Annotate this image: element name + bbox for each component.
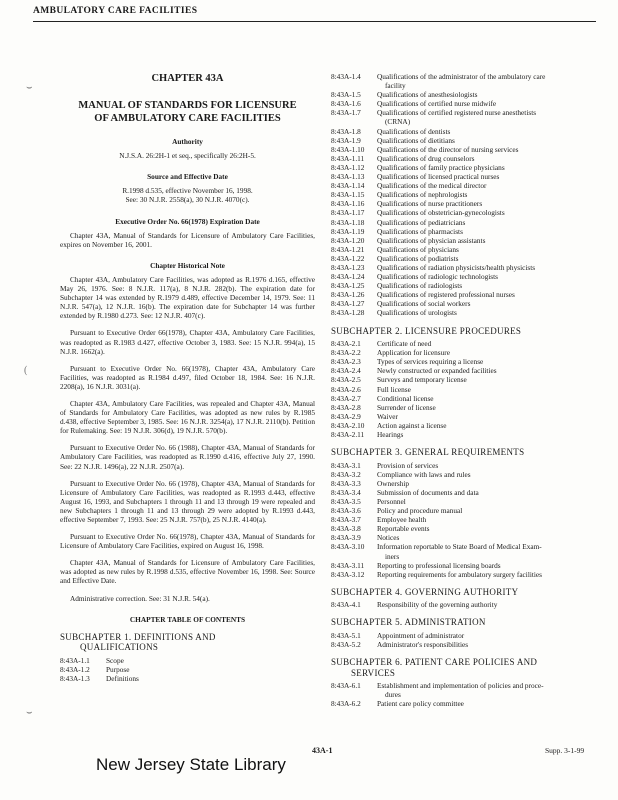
toc-section-title (377, 533, 593, 542)
history-paragraph: Chapter 43A, Ambulatory Care Facilities, was adopted as R.1976 d.165, effective May 26, 1976. See: 8 N.J.R. 117(a), 8 N.J.R. 282(b). The expiration date for Subchapter 14 was extended by R.1979 d.489, effective December 14, 1979. See: 11 N.J.R. 547(a), 12 N.J.R. 16(b). The expiration date for Subchapter 14 was further extended by R.1980 d.273. See: 12 N.J.R. 407(c). (60, 274, 315, 321)
toc-section-number: 8:43A-1.23 (331, 262, 365, 272)
history-paragraph: Pursuant to Executive Order 66(1978), Chapter 43A, Ambulatory Care Facilities, was readopted as R.1983 d.427, effective October 3, 1983. See: 15 N.J.R. 994(a), 15 N.J.R. 1662(a). (60, 328, 315, 356)
subchapter-1-title-line2: QUALIFICATIONS (80, 642, 159, 653)
left-column (60, 72, 315, 683)
toc-section-number: 8:43A-6.2 (331, 699, 361, 709)
toc-section-number: 8:43A-1.19 (331, 226, 365, 236)
margin-mark-icon: ⌣ (26, 82, 33, 93)
toc-section-title-text: Types of services requiring a license (377, 357, 484, 367)
toc-section-title (377, 99, 593, 108)
toc-section-title (377, 190, 593, 199)
toc-entry (331, 561, 593, 570)
toc-section-title (377, 412, 593, 421)
toc-section-number: 8:43A-1.9 (331, 135, 361, 145)
toc-entry (60, 674, 315, 683)
library-stamp: New Jersey State Library (96, 755, 286, 774)
toc-section-title-text: Notices (377, 533, 400, 543)
toc-section-title-text: Action against a license (377, 420, 447, 430)
toc-section-title-text: Reporting requirements for ambulatory surgery facilities (377, 569, 543, 579)
toc-section-title-text: Qualifications of certified nurse midwife (377, 99, 497, 109)
toc-entry (331, 357, 593, 366)
toc-entry (331, 403, 593, 412)
toc-entry (331, 470, 593, 479)
toc-section-title (377, 339, 593, 348)
toc-section-title-text: Qualifications of dietitians (377, 135, 455, 145)
toc-entry (60, 665, 315, 674)
toc-section-number: 8:43A-3.2 (331, 469, 361, 479)
toc-entry (331, 681, 593, 699)
toc-section-title (377, 561, 593, 570)
toc-section-title (377, 199, 593, 208)
toc-entry (331, 163, 593, 172)
toc-section-number: 8:43A-3.6 (331, 506, 361, 516)
toc-section-number: 8:43A-3.4 (331, 487, 361, 497)
toc-section-number: 8:43A-5.2 (331, 639, 361, 649)
toc-section-title-text: Qualifications of physicians (377, 244, 459, 254)
subchapter-5-title: SUBCHAPTER 5. ADMINISTRATION (331, 617, 486, 628)
toc-section-number: 8:43A-1.22 (331, 253, 365, 263)
toc-section-title (377, 375, 593, 384)
toc-section-number: 8:43A-1.14 (331, 181, 365, 191)
toc-section-title (377, 699, 593, 708)
toc-entry (331, 515, 593, 524)
manual-title-line2: OF AMBULATORY CARE FACILITIES (94, 113, 281, 125)
toc-section-title: Scope (106, 655, 124, 665)
toc-section-number: 8:43A-1.27 (331, 299, 365, 309)
toc-section-number: 8:43A-6.1 (331, 681, 361, 691)
toc-section-title (377, 263, 593, 272)
toc-entry (331, 199, 593, 208)
toc-section-title-text: Surrender of license (377, 402, 436, 412)
subchapter-2-list (331, 339, 593, 439)
toc-section-title (377, 308, 593, 317)
toc-section-title (377, 236, 593, 245)
toc-entry (331, 308, 593, 317)
toc-section-title-text: Qualifications of nurse practitioners (377, 199, 483, 209)
manual-title-line1: MANUAL OF STANDARDS FOR LICENSURE (78, 100, 297, 112)
toc-section-title-text: Ownership (377, 478, 410, 488)
toc-section-title-text: Application for licensure (377, 348, 450, 358)
toc-section-title-text: Policy and procedure manual (377, 506, 463, 516)
toc-section-number: 8:43A-1.17 (331, 208, 365, 218)
toc-entry (331, 227, 593, 236)
toc-section-number: 8:43A-1.18 (331, 217, 365, 227)
toc-section-title (377, 421, 593, 430)
toc-entry (331, 542, 593, 560)
toc-section-title (377, 154, 593, 163)
toc-entry (331, 600, 593, 609)
eo-text: Chapter 43A, Manual of Standards for Licensure of Ambulatory Care Facilities, expires on November 16, 2001. (60, 230, 315, 249)
toc-entry (331, 506, 593, 515)
toc-section-number: 8:43A-1.6 (331, 99, 361, 109)
toc-section-number: 8:43A-2.11 (331, 429, 365, 439)
toc-section-number: 8:43A-3.3 (331, 478, 361, 488)
toc-section-number: 8:43A-1.7 (331, 108, 361, 118)
toc-section-title-text: Waiver (377, 411, 398, 421)
toc-section-title (377, 299, 593, 308)
toc-entry (331, 108, 593, 126)
toc-section-title-text: Newly constructed or expanded facilities (377, 366, 497, 376)
toc-section-number: 8:43A-1.8 (331, 126, 361, 136)
toc-section-title-continuation: dures (385, 690, 401, 700)
history-paragraph: Administrative correction. See: 31 N.J.R. 54(a). (70, 593, 210, 603)
toc-section-title (377, 461, 593, 470)
authority-text: N.J.S.A. 26:2H-1 et seq., specifically 26:2H-5. (119, 151, 256, 161)
toc-entry (331, 72, 593, 90)
toc-section-title-continuation: (CRNA) (385, 117, 411, 127)
margin-mark-icon: ⌣ (26, 707, 33, 718)
toc-section-title (377, 470, 593, 479)
history-paragraph: Chapter 43A, Ambulatory Care Facilities, was repealed and Chapter 43A, Manual of Standards for Ambulatory Care Facilities, was adopted as new rules by R.1985 d.438, effective September 3, 1985. See: 16 N.J.R. 3254(a), 17 N.J.R. 2110(b). Petition for Rulemaking. See: 19 N.J.R. 306(d), 19 N.J.R. 570(b). (60, 398, 315, 436)
toc-section-title-continuation: iners (385, 551, 400, 561)
toc-section-number: 8:43A-3.7 (331, 515, 361, 525)
toc-section-title-text: Qualifications of licensed practical nurses (377, 172, 500, 182)
toc-section-title (377, 681, 593, 699)
toc-section-number: 8:43A-2.3 (331, 357, 361, 367)
toc-section-number: 8:43A-3.9 (331, 533, 361, 543)
toc-entry (331, 631, 593, 640)
toc-section-title (377, 366, 593, 375)
toc-entry (331, 145, 593, 154)
toc-section-number: 8:43A-1.16 (331, 199, 365, 209)
toc-section-title: Purpose (106, 664, 130, 674)
history-paragraph: Chapter 43A, Manual of Standards for Licensure of Ambulatory Care Facilities, was adopted as new rules by R.1998 d.535, effective November 16, 1998. See: Source and Effective Date. (60, 558, 315, 586)
toc-entry (331, 99, 593, 108)
supplement-date: Supp. 3-1-99 (545, 746, 585, 755)
toc-section-number: 8:43A-2.8 (331, 402, 361, 412)
toc-section-title-text: Submission of documents and data (377, 487, 479, 497)
chapter-heading: CHAPTER 43A (151, 73, 224, 84)
toc-entry (331, 461, 593, 470)
toc-entry (60, 656, 315, 665)
toc-section-number: 8:43A-3.12 (331, 569, 365, 579)
subchapter-1-title (60, 632, 315, 653)
toc-section-title-text: Full license (377, 384, 411, 394)
toc-section-title-text: Qualifications of drug counselors (377, 153, 475, 163)
toc-entry (331, 488, 593, 497)
toc-section-title (377, 488, 593, 497)
toc-section-title-text: Qualifications of radiation physicists/health physicists (377, 262, 536, 272)
toc-section-number: 8:43A-1.28 (331, 308, 365, 318)
toc-section-title-text: Compliance with laws and rules (377, 469, 471, 479)
toc-section-title-text: Qualifications of obstetrician-gynecologists (377, 208, 505, 218)
toc-section-title-text: Qualifications of urologists (377, 308, 457, 318)
toc-section-title (377, 108, 593, 126)
subchapter-4-list (331, 600, 593, 609)
toc-entry (331, 699, 593, 708)
toc-section-title-text: Qualifications of registered professional nurses (377, 290, 515, 300)
toc-section-title-text: Qualifications of physician assistants (377, 235, 486, 245)
toc-section-number: 8:43A-2.4 (331, 366, 361, 376)
toc-section-title-text: Qualifications of the director of nursing services (377, 144, 519, 154)
toc-section-title-text: Establishment and implementation of policies and proce- (377, 681, 544, 691)
toc-entry (331, 421, 593, 430)
toc-section-title (377, 245, 593, 254)
subchapter-4-title: SUBCHAPTER 4. GOVERNING AUTHORITY (331, 586, 519, 597)
manual-title (60, 99, 315, 125)
toc-section-title (377, 163, 593, 172)
toc-section-title (377, 208, 593, 217)
toc-section-title-text: Qualifications of dentists (377, 126, 451, 136)
margin-mark-icon: ( (24, 365, 28, 376)
toc-section-title (377, 542, 593, 560)
toc-section-title (377, 254, 593, 263)
toc-section-title (377, 640, 593, 649)
toc-section-title-text: Conditional license (377, 393, 434, 403)
header-rule (33, 21, 596, 22)
toc-section-number: 8:43A-1.11 (331, 153, 365, 163)
subchapter-1-continued-list (331, 72, 593, 318)
authority-heading: Authority (172, 137, 203, 147)
toc-entry (331, 348, 593, 357)
subchapter-6-title-line1: SUBCHAPTER 6. PATIENT CARE POLICIES AND (331, 657, 538, 668)
source-heading: Source and Effective Date (147, 172, 228, 182)
toc-section-number: 8:43A-2.9 (331, 411, 361, 421)
toc-section-title-text: Personnel (377, 496, 406, 506)
toc-section-number: 8:43A-3.8 (331, 524, 361, 534)
toc-section-number: 8:43A-1.25 (331, 281, 365, 291)
running-head: AMBULATORY CARE FACILITIES (33, 6, 198, 16)
toc-section-title (377, 281, 593, 290)
toc-section-title (377, 348, 593, 357)
toc-section-title-text: Qualifications of social workers (377, 299, 471, 309)
source-text-2: See: 30 N.J.R. 2558(a), 30 N.J.R. 4070(c). (125, 195, 250, 205)
toc-section-title-text: Hearings (377, 429, 404, 439)
toc-section-number: 8:43A-3.10 (331, 542, 365, 552)
toc-section-number: 8:43A-2.10 (331, 420, 365, 430)
toc-section-title-text: Qualifications of the administrator of the ambulatory care (377, 72, 546, 81)
toc-section-title-text: Qualifications of certified registered nurse anesthetists (377, 108, 537, 118)
toc-section-title-text: Provision of services (377, 460, 439, 470)
toc-section-title-text: Employee health (377, 515, 427, 525)
toc-section-number: 8:43A-2.2 (331, 348, 361, 358)
toc-entry (331, 375, 593, 384)
toc-entry (331, 640, 593, 649)
toc-section-title (377, 515, 593, 524)
toc-section-number: 8:43A-4.1 (331, 600, 361, 610)
toc-section-title-text: Surveys and temporary license (377, 375, 467, 385)
toc-section-title (377, 90, 593, 99)
toc-section-title (377, 600, 593, 609)
toc-heading: CHAPTER TABLE OF CONTENTS (129, 614, 246, 624)
toc-entry (331, 412, 593, 421)
toc-entry (331, 172, 593, 181)
toc-entry (331, 479, 593, 488)
toc-section-title (377, 272, 593, 281)
toc-section-number: 8:43A-5.1 (331, 630, 361, 640)
toc-section-title-text: Qualifications of anesthesiologists (377, 90, 478, 100)
toc-entry (331, 385, 593, 394)
toc-entry (331, 524, 593, 533)
toc-entry (331, 299, 593, 308)
toc-entry (331, 245, 593, 254)
history-paragraph: Pursuant to Executive Order No. 66 (1978), Chapter 43A, Manual of Standards for Licensure of Ambulatory Care Facilities, was readopted as R.1993 d.443, effective August 16, 1993, and Subchapters 1 through 11 and 13 through 19 were repealed and new Subchapters 1 through 11 and 13 through 29 were adopted by R.1993 d.443, effective September 7, 1993. See: 25 N.J.R. 757(b), 25 N.J.R. 4140(a). (60, 478, 315, 524)
toc-section-title (377, 497, 593, 506)
right-column (331, 72, 593, 708)
toc-section-title (377, 357, 593, 366)
subchapter-2-title: SUBCHAPTER 2. LICENSURE PROCEDURES (331, 325, 522, 336)
toc-section-number: 8:43A-2.7 (331, 393, 361, 403)
toc-entry (331, 366, 593, 375)
toc-section-number: 8:43A-1.26 (331, 290, 365, 300)
toc-section-title (377, 524, 593, 533)
history-paragraph: Pursuant to Executive Order No. 66(1978), Chapter 43A, Manual of Standards for Licensure of Ambulatory Care Facilities, expired on August 16, 1998. (60, 532, 315, 551)
toc-section-title (377, 218, 593, 227)
toc-section-title-text: Qualifications of podiatrists (377, 253, 459, 263)
history-heading: Chapter Historical Note (150, 260, 225, 270)
toc-section-title (377, 127, 593, 136)
toc-section-title-text: Qualifications of the medical director (377, 181, 487, 191)
history-paragraph: Pursuant to Executive Order No. 66 (1988), Chapter 43A, Manual of Standards for Ambulatory Care Facilities, was readopted as R.1990 d.416, effective July 27, 1990. See: 22 N.J.R. 1496(a), 22 N.J.R. 2507(a). (60, 443, 315, 471)
toc-section-title-text: Administrator's responsibilities (377, 639, 469, 649)
toc-section-title-text: Certificate of need (377, 339, 432, 349)
toc-section-number: 8:43A-1.10 (331, 144, 365, 154)
eo-heading: Executive Order No. 66(1978) Expiration Date (115, 216, 260, 226)
toc-section-title-text: Qualifications of family practice physicians (377, 162, 505, 172)
toc-section-number: 8:43A-1.4 (331, 72, 361, 81)
toc-section-title (377, 403, 593, 412)
toc-entry (331, 208, 593, 217)
subchapter-3-title: SUBCHAPTER 3. GENERAL REQUIREMENTS (331, 447, 525, 458)
toc-section-title (377, 72, 593, 90)
toc-entry (331, 497, 593, 506)
toc-section-title (377, 570, 593, 579)
toc-section-title (377, 506, 593, 515)
toc-entry (331, 190, 593, 199)
toc-section-number: 8:43A-3.5 (331, 496, 361, 506)
toc-section-title (377, 145, 593, 154)
toc-entry (331, 181, 593, 190)
toc-section-number: 8:43A-1.12 (331, 162, 365, 172)
subchapter-5-list (331, 631, 593, 649)
toc-entry (331, 272, 593, 281)
toc-section-number: 8:43A-1.15 (331, 190, 365, 200)
toc-entry (331, 430, 593, 439)
toc-entry (331, 254, 593, 263)
toc-section-title-text: Qualifications of pediatricians (377, 217, 466, 227)
toc-entry (331, 394, 593, 403)
toc-entry (331, 533, 593, 542)
history-paragraph: Pursuant to Executive Order No. 66(1978), Chapter 43A, Ambulatory Care Facilities, was readopted as R.1984 d.497, filed October 18, 1984. See: 16 N.J.R. 2208(a), 16 N.J.R. 3031(a). (60, 363, 315, 391)
toc-section-number: 8:43A-3.11 (331, 560, 365, 570)
toc-section-title (377, 631, 593, 640)
toc-section-number: 8:43A-3.1 (331, 460, 361, 470)
source-text-1: R.1998 d.535, effective November 16, 1998. (122, 186, 253, 196)
page-number: 43A-1 (312, 746, 333, 755)
toc-section-number: 8:43A-1.5 (331, 90, 361, 100)
subchapter-1-title-line1: SUBCHAPTER 1. DEFINITIONS AND (60, 631, 216, 642)
toc-section-number: 8:43A-1.24 (331, 272, 365, 282)
subchapter-6-list (331, 681, 593, 708)
toc-entry (331, 127, 593, 136)
toc-entry (331, 281, 593, 290)
toc-entry (331, 154, 593, 163)
toc-section-title (377, 479, 593, 488)
toc-section-number: 8:43A-2.5 (331, 375, 361, 385)
subchapter-3-list (331, 461, 593, 579)
toc-section-title-text: Reportable events (377, 524, 430, 534)
toc-section-title-continuation: facility (385, 81, 406, 91)
toc-section-title (377, 385, 593, 394)
toc-section-number: 8:43A-1.21 (331, 244, 365, 254)
toc-section-number: 8:43A-2.6 (331, 384, 361, 394)
toc-section-number: 8:43A-1.2 (60, 664, 90, 674)
toc-section-title-text: Appointment of administrator (377, 630, 465, 640)
toc-entry (331, 570, 593, 579)
toc-section-title-text: Qualifications of pharmacists (377, 226, 463, 236)
toc-entry (331, 339, 593, 348)
toc-section-title (377, 394, 593, 403)
toc-section-title (377, 290, 593, 299)
subchapter-6-title (331, 657, 593, 678)
toc-section-title-text: Reporting to professional licensing boards (377, 560, 501, 570)
toc-section-number: 8:43A-1.13 (331, 172, 365, 182)
toc-section-title-text: Patient care policy committee (377, 699, 464, 709)
toc-entry (331, 263, 593, 272)
toc-section-title (377, 227, 593, 236)
toc-entry (331, 236, 593, 245)
toc-section-number: 8:43A-1.20 (331, 235, 365, 245)
toc-section-title (377, 430, 593, 439)
toc-section-number: 8:43A-1.3 (60, 673, 90, 683)
toc-section-number: 8:43A-1.1 (60, 655, 90, 665)
toc-section-title: Definitions (106, 673, 139, 683)
toc-entry (331, 90, 593, 99)
toc-section-number: 8:43A-2.1 (331, 339, 361, 349)
toc-section-title-text: Qualifications of radiologic technologists (377, 272, 498, 282)
toc-section-title-text: Responsibility of the governing authority (377, 600, 498, 610)
toc-entry (331, 218, 593, 227)
toc-section-title (377, 136, 593, 145)
toc-entry (331, 290, 593, 299)
toc-section-title-text: Qualifications of radiologists (377, 281, 463, 291)
toc-section-title (377, 172, 593, 181)
toc-entry (331, 136, 593, 145)
subchapter-6-title-line2: SERVICES (351, 667, 396, 678)
toc-section-title-text: Information reportable to State Board of Medical Exam- (377, 542, 542, 552)
toc-section-title (377, 181, 593, 190)
toc-section-title-text: Qualifications of nephrologists (377, 190, 468, 200)
